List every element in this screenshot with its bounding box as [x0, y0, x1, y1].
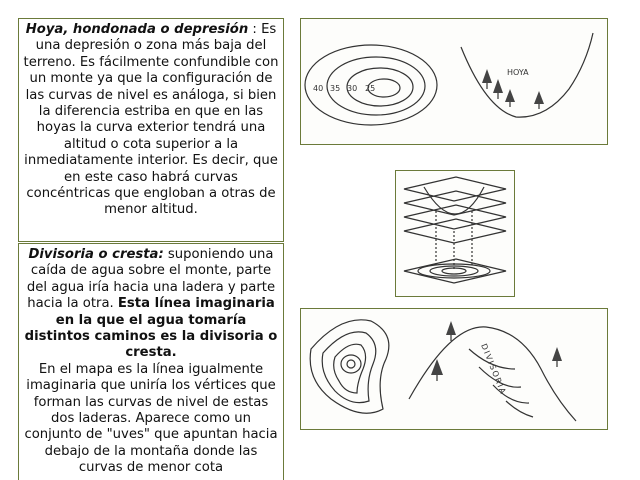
hoya-profile-label: HOYA [507, 68, 529, 77]
contour-label-30: 30 [347, 84, 358, 93]
hoya-figure-drawing [301, 19, 607, 144]
divisoria-profile-label: DIVISORIA [479, 342, 508, 397]
divisoria-bold-definition: Esta línea imaginaria en la que el agua tomaría distintos caminos es la divisoria o cresta. [24, 296, 278, 361]
hoya-figure [300, 18, 608, 145]
contour-label-35: 35 [330, 84, 341, 93]
hoya-text-box [18, 18, 284, 242]
divisoria-description: En el mapa es la línea igualmente imaginaria que uniría los vértices que forman las curvas de nivel de estas dos laderas. Aparece como un conjunto de "uves" que apuntan hacia debajo de la montaña donde las curvas de menor cota [24, 361, 278, 476]
divisoria-intro: suponiendo una caída de agua sobre el monte, parte del agua iría hacia una ladera y parte hacia la otra. [26, 247, 276, 312]
divisoria-figure [300, 308, 608, 430]
contour-label-40: 40 [313, 84, 324, 93]
contour-label-25: 25 [365, 84, 376, 93]
layers-figure [395, 170, 515, 297]
divisoria-figure-drawing [301, 309, 607, 429]
hoya-heading-sep: : [248, 22, 262, 37]
divisoria-heading: Divisoria o cresta: [28, 247, 164, 262]
hoya-heading: Hoya, hondonada o depresión [25, 22, 249, 37]
layers-figure-drawing [396, 171, 514, 296]
hoya-description: Es una depresión o zona más baja del terreno. Es fácilmente confundible con un monte ya que la configuración de las curvas de nivel es análoga, si bien la diferencia estriba en que en las hoyas la curva exterior tendrá una altitud o cota superior a la inmediatamente interior. Es decir, que en este caso habrá curvas concéntricas que engloban a otras de menor altitud. [23, 22, 279, 218]
divisoria-text-box [18, 243, 284, 480]
